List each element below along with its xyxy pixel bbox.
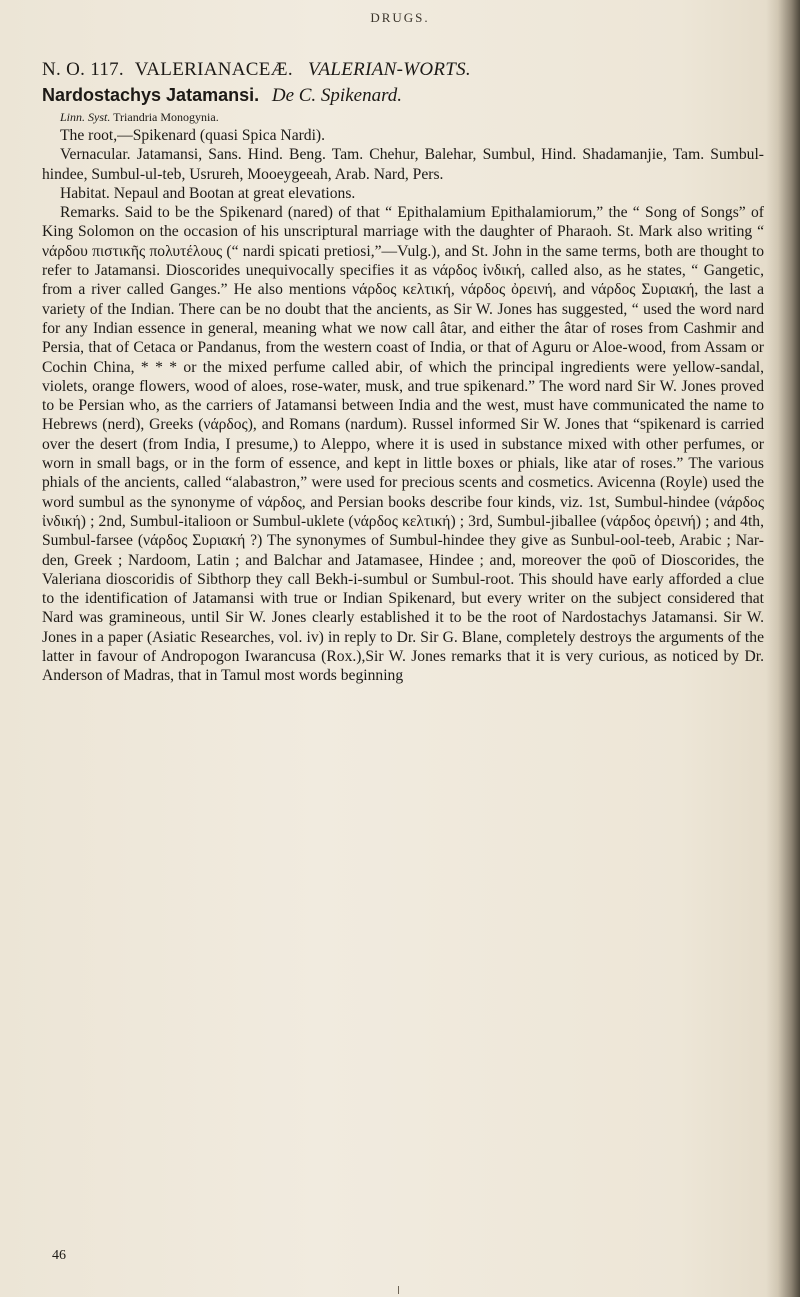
order-name: VALERIANACEÆ. xyxy=(134,59,293,80)
habitat-paragraph: Habitat. Nepaul and Bootan at great elevations. xyxy=(60,184,356,202)
species-author: De C. Spikenard. xyxy=(271,85,403,106)
page-content xyxy=(42,58,764,686)
running-head: DRUGS. xyxy=(370,10,430,25)
linnaean-label: Linn. Syst. xyxy=(60,110,111,124)
species-heading xyxy=(42,83,764,108)
linnaean-system xyxy=(60,108,764,126)
vernacular-paragraph: Vernacular. Jatamansi, Sans. Hind. Beng. Tam. Chehur, Balehar, Sumbul, Hind. Shadamanjie, Tam. Sumbul-hindee, Sumbul-ul-teb, Usrureh, Mooeygeeah, Arab. Nard, Pers. xyxy=(42,146,764,183)
page-gutter-shadow xyxy=(766,0,800,1297)
linnaean-value: Triandria Monogynia. xyxy=(113,110,219,124)
species-name: Nardostachys Jatamansi. xyxy=(42,85,260,105)
page-number: 46 xyxy=(52,1248,66,1263)
root-paragraph: The root,—Spikenard (quasi Spica Nardi). xyxy=(60,127,326,144)
order-vernacular: VALERIAN-WORTS. xyxy=(307,59,471,80)
order-heading xyxy=(42,58,764,82)
print-mark xyxy=(398,1286,399,1294)
order-number: N. O. 117. xyxy=(42,59,124,80)
remarks-paragraph: Remarks. Said to be the Spikenard (nared) of that “ Epithalamium Epithalamiorum,” the “ Song of Songs” of King Solomon on the occasion of his unscriptural marriage with the daughter of Pharaoh. St. Mark also writing “ νάρδου πιστικῆς πολυτέλους (“ nardi spicati pretiosi,”—Vulg.), and St. John in the same terms, both are thought to refer to Jatamansi. Dioscorides unequivocally specifies it as νάρδος ἰνδική, called also, as he states, “ Gangetic, from a river called Ganges.” He also mentions νάρδος κελτική, νάρδος ὀρεινή, and νάρδος Συριακή, the last a variety of the Indian. There can be no doubt that the ancients, as Sir W. Jones has suggested, “ used the word nard for any Indian essence in general, meaning what we now call âtar, and either the âtar of roses from Cashmir and Persia, that of Cetaca or Pandanus, from the western coast of India, or that of Aguru or Aloe-wood, from Assam or Cochin China, * * * or the mixed perfume called abir, of which the principal ingredients were yellow-sandal, violets, orange flowers, wood of aloes, rose-water, musk, and true spikenard.” The word nard Sir W. Jones proved to be Persian who, as the carriers of Jatamansi between India and the west, must have communicated the name to Hebrews (nerd), Greeks (νάρδος), and Romans (nardum). Russel informed Sir W. Jones that “spikenard is carried over the desert (from India, I presume,) to Aleppo, where it is used in substance mixed with other perfumes, or worn in small bags, or in the form of essence, and kept in little boxes or phials, like atar of roses.” The various phials of the ancients, called “alabastron,” were used for precious scents and cosmetics. Avicenna (Royle) used the word sumbul as the synonyme of νάρδος, and Persian books describe four kinds, viz. 1st, Sumbul-hindee (νάρδος ἰνδική) ; 2nd, Sumbul-italioon or Sumbul-uklete (νάρδος κελτική) ; 3rd, Sumbul-jiballee (νάρδος ὀρεινή) ; and 4th, Sumbul-farsee (νάρδος Συριακή ?) The synonymes of Sumbul-hindee they give as Sunbul-ool-teeb, Arabic ; Nar-den, Greek ; Nardoom, Latin ; and Balchar and Jatamasee, Hindee ; and, moreover the φοῦ of Dioscorides, the Valeriana dioscoridis of Sibthorp they call Bekh-i-sumbul or Sumbul-root. This should have early afforded a clue to the identification of Jatamansi with true or Indian Spikenard, but every writer on the subject considered that Nard was gramineous, until Sir W. Jones clearly established it to be the root of Nardostachys Jatamansi. Sir W. Jones in a paper (Asiatic Researches, vol. iv) in reply to Dr. Sir G. Blane, completely destroys the arguments of the latter in favour of Andropogon Iwarancusa (Rox.),Sir W. Jones remarks that it is very curious, as noticed by Dr. Anderson of Madras, that in Tamul most words beginning xyxy=(42,204,764,685)
